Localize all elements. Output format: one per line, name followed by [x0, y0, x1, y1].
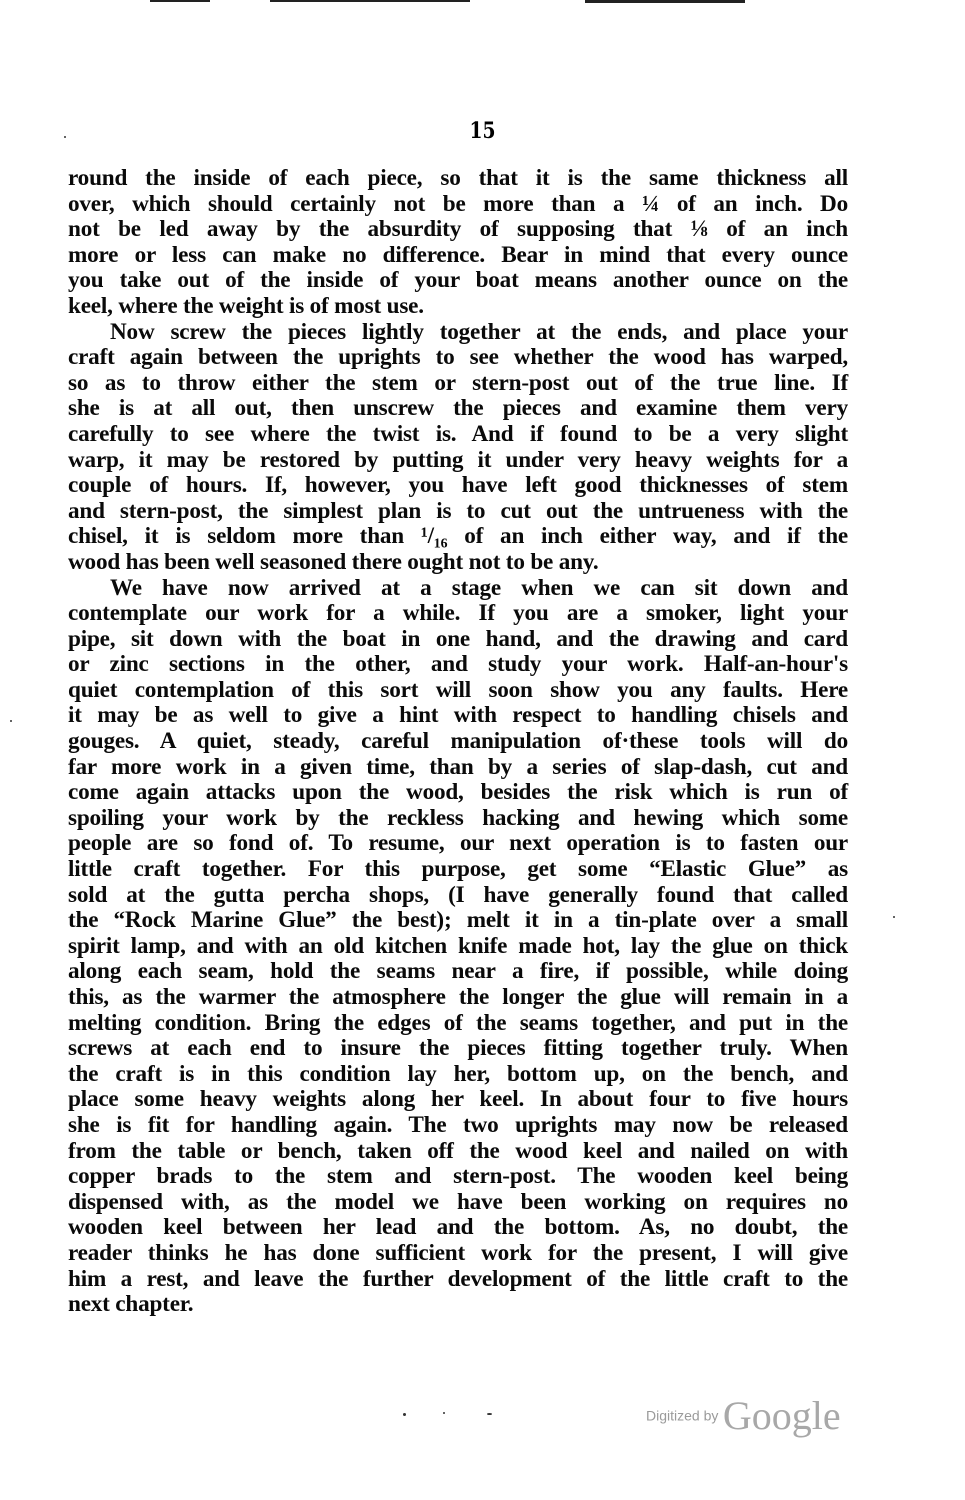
body-text — [68, 166, 848, 1318]
text-line: gouges. A quiet, steady, careful manipulation of·these tools will do — [68, 728, 848, 755]
text-line: Now screw the pieces lightly together at the ends, and place your — [110, 318, 848, 345]
text-line: spirit lamp, and with an old kitchen knife made hot, lay the glue on thick — [68, 932, 848, 959]
text-line: reader thinks he has done sufficient work for the present, I will give — [68, 1239, 848, 1266]
text-line: more or less can make no difference. Bear in mind that every ounce — [68, 241, 848, 268]
text-line: him a rest, and leave the further development of the little craft to the — [68, 1265, 848, 1292]
text-line: round the inside of each piece, so that it is the same thickness all — [68, 165, 848, 191]
text-line: place some heavy weights along her keel. In about four to five hours — [68, 1086, 848, 1113]
text-line: dispensed with, as the model we have been working on requires no — [68, 1188, 848, 1215]
text-line: the “Rock Marine Glue” the best); melt it in a tin-plate over a small — [68, 907, 848, 934]
text-line: melting condition. Bring the edges of the seams together, and put in the — [68, 1009, 848, 1036]
text-line: spoiling your work by the reckless hacking and hewing which some — [68, 804, 848, 831]
text-line: far more work in a given time, than by a series of slap-dash, cut and — [68, 753, 848, 780]
text-line: carefully to see where the twist is. And if found to be a very slight — [68, 420, 848, 447]
text-line: over, which should certainly not be more than a ¼ of an inch. Do — [68, 190, 848, 217]
text-line: warp, it may be restored by putting it under very heavy weights for a — [68, 446, 848, 473]
text-line: it may be as well to give a hint with respect to handling chisels and — [68, 702, 848, 729]
text-line: along each seam, hold the seams near a fire, if possible, while doing — [68, 958, 848, 985]
digitized-by-google-watermark — [646, 1392, 841, 1439]
text-line: and stern-post, the simplest plan is to cut out the untrueness with the — [68, 497, 848, 524]
text-line: keel, where the weight is of most use. — [68, 292, 424, 319]
text-line: We have now arrived at a stage when we can sit down and — [110, 574, 848, 601]
text-line: she is at all out, then unscrew the pieces and examine them very — [68, 395, 848, 422]
text-line: she is fit for handling again. The two uprights may now be released — [68, 1111, 848, 1138]
text-line: not be led away by the absurdity of supposing that ⅛ of an inch — [68, 216, 848, 243]
text-line: wooden keel between her lead and the bottom. As, no doubt, the — [68, 1214, 848, 1241]
page-number: 15 — [469, 118, 496, 144]
text-line: come again attacks upon the wood, besides the risk which is run of — [68, 779, 848, 806]
text-line: little craft together. For this purpose, get some “Elastic Glue” as — [68, 856, 848, 883]
text-line: you take out of the inside of your boat means another ounce on the — [68, 267, 848, 294]
watermark-prefix: Digitized by — [646, 1407, 719, 1424]
watermark-brand: Google — [722, 1393, 841, 1438]
text-line: wood has been well seasoned there ought not to be any. — [68, 548, 599, 575]
text-line: couple of hours. If, however, you have left good thicknesses of stem — [68, 472, 848, 499]
text-line: this, as the warmer the atmosphere the longer the glue will remain in a — [68, 984, 848, 1010]
text-line: so as to throw either the stem or stern-post out of the true line. If — [68, 369, 848, 396]
scan-top-edge — [0, 0, 965, 4]
text-line: chisel, it is seldom more than ¹/₁₆ of an inch either way, and if the — [68, 523, 848, 550]
text-line: next chapter. — [68, 1291, 194, 1318]
text-line: pipe, sit down with the boat in one hand, and the drawing and card — [68, 625, 848, 652]
text-line: or zinc sections in the other, and study your work. Half-an-hour's — [68, 651, 848, 678]
text-line: screws at each end to insure the pieces fitting together truly. When — [68, 1035, 848, 1062]
text-line: the craft is in this condition lay her, bottom up, on the bench, and — [68, 1060, 848, 1087]
text-line: people are so fond of. To resume, our next operation is to fasten our — [68, 830, 848, 857]
text-line: contemplate our work for a while. If you are a smoker, light your — [68, 600, 848, 627]
text-line: craft again between the uprights to see whether the wood has warped, — [68, 344, 848, 371]
text-line: copper brads to the stem and stern-post. The wooden keel being — [68, 1163, 848, 1190]
text-line: from the table or bench, taken off the wood keel and nailed on with — [68, 1137, 848, 1164]
text-line: quiet contemplation of this sort will soon show you any faults. Here — [68, 676, 848, 703]
text-line: sold at the gutta percha shops, (I have generally found that called — [68, 881, 848, 908]
